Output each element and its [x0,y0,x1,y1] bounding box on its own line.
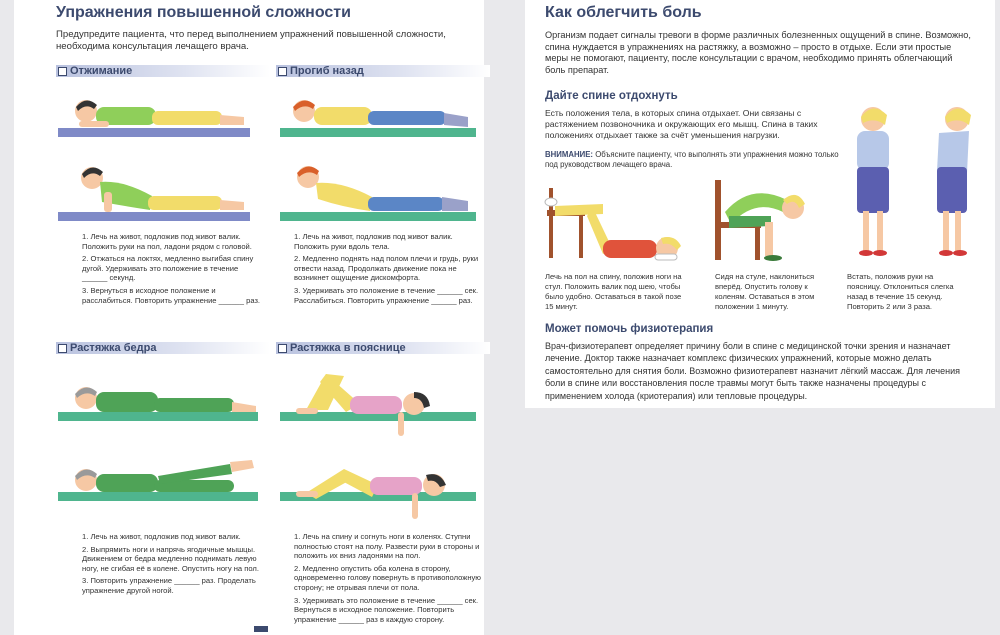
section-heading-backbend [276,65,490,77]
section-heading-label: Прогиб назад [290,65,364,77]
section-heading-label: Отжимание [70,65,133,77]
warning-text: Объясните пациенту, что выполнять эти упражнения можно только под руководством лечащего врача. [545,150,839,169]
section-heading-label: Растяжка бедра [70,342,157,354]
intro-text: Предупредите пациента, что перед выполнением упражнений повышенной сложности, необходима консультация лечащего врача. [56,29,446,52]
checkbox-icon [58,344,67,353]
figure-backbend [286,163,476,215]
steps-list [284,232,484,308]
caption-legs-on-chair: Лечь на пол на спину, положив ноги на стул. Положить валик под шею, чтобы было удобно. Оставаться в такой позе 15 минут. [545,272,682,311]
step-item: 3. Повторить упражнение ______ раз. Проделать упражнение другой ногой. [82,576,256,595]
figure-sitting-bend [711,176,811,266]
section-heading-pushup [56,65,270,77]
step-item: 1. Лечь на живот, подложив под живот валик. Положить руки на пол, ладони рядом с головой. [82,232,252,251]
section-heading-hip-stretch [56,342,270,354]
checkbox-icon [58,67,67,76]
figure-knees-bent [286,368,476,438]
left-page [14,0,484,635]
checkbox-icon [278,344,287,353]
figure-pushup [64,162,254,214]
figure-standing-hands-on-back [845,105,993,265]
warning-label: ВНИМАНИЕ: [545,150,594,159]
section-heading-label: Растяжка в пояснице [290,342,406,354]
section-heading-lower-back-stretch [276,342,490,354]
step-item: 1. Лечь на спину и согнуть ноги в коленях. Ступни полностью стоят на полу. Развести руки в стороны и положить их вниз ладонями на пол. [294,532,480,561]
figure-knees-rotation [286,455,476,525]
warning-note [545,150,845,170]
right-page [525,0,995,408]
checkbox-icon [278,67,287,76]
figure-lying-prone [286,95,476,133]
rest-text: Есть положения тела, в которых спина отдыхает. Они связаны с растяжением позвоночника и окружающих его мышц. Спина в таких положениях отдыхает также за счёт уменьшения нагрузки. [545,108,818,140]
physio-text: Врач-физиотерапевт определяет причину боли в спине с медицинской точки зрения и назначает лечение. Доктор также назначает комплекс физических упражнений, которые можно делать самостоятельно для снятия боли. Возможно физиотерапевт назначит лёгкий массаж. Для лечения боли в спине или восстановления после травмы могут быть также назначены процедуры с применением холода (криотерапия) или тепловые процедуры. [545,341,960,401]
caption-standing: Встать, положив руки на поясницу. Отклониться слегка назад в течение 15 секунд. Повторить 2 или 3 раза. [847,272,954,311]
step-item: 3. Удерживать это положение в течение ______ сек. Расслабиться. Повторить упражнение ______ раз. [294,285,479,305]
figure-legs-on-chair [543,180,693,266]
figure-lying-prone [64,93,254,133]
intro-text: Организм подает сигналы тревоги в форме различных болезненных ощущений в спине. Возможно, спина нуждается в упражнениях на растяжку, а возможно – просто в отдыхе. Если эти простые меры не помогают, пациенту, после консультации с врачом, необходимо принять облегчающий боль препарат. [545,30,971,75]
step-item: 2. Медленно опустить оба колена в сторону, одновременно голову повернуть в противоположную сторону; не отрывая плечи от пола. [294,563,482,592]
caption-sitting-bend: Сидя на стуле, наклониться вперёд. Опустить голову к коленям. Оставаться в этом положении 1 минуту. [715,272,815,311]
steps-list [284,532,488,627]
step-item: 2. Выпрямить ноги и напрячь ягодичные мышцы. Движением от бедра медленно поднимать левую ногу, не сгибая её в колене. Опустить ногу на пол. [82,544,259,573]
steps-list [72,232,262,308]
page-marker [254,626,268,632]
step-item: 2. Отжаться на локтях, медленно выгибая спину дугой. Удерживать это положение в течение ______ секунд. [82,254,254,283]
figure-lying-prone [64,380,264,418]
page-title: Как облегчить боль [545,4,702,21]
step-item: 2. Медленно поднять над полом плечи и грудь, руки отвести назад. Продолжать движение пока не возникнет ощущение дискомфорта. [294,254,479,283]
rest-heading: Дайте спине отдохнуть [545,90,678,102]
page-title: Упражнения повышенной сложности [56,4,351,21]
physio-heading: Может помочь физиотерапия [545,323,714,335]
figure-leg-raise [64,458,264,496]
steps-list [72,532,272,599]
step-item: 1. Лечь на живот, подложив под живот валик. [82,532,241,541]
step-item: 1. Лечь на живот, подложив под живот валик. Положить руки вдоль тела. [294,232,453,251]
step-item: 3. Удерживать это положение в течение ______ сек. Вернуться в исходное положение. Повторить упражнение ______ раз в каждую сторону. [294,595,479,624]
step-item: 3. Вернуться в исходное положение и расслабиться. Повторить упражнение ______ раз. [82,285,261,305]
